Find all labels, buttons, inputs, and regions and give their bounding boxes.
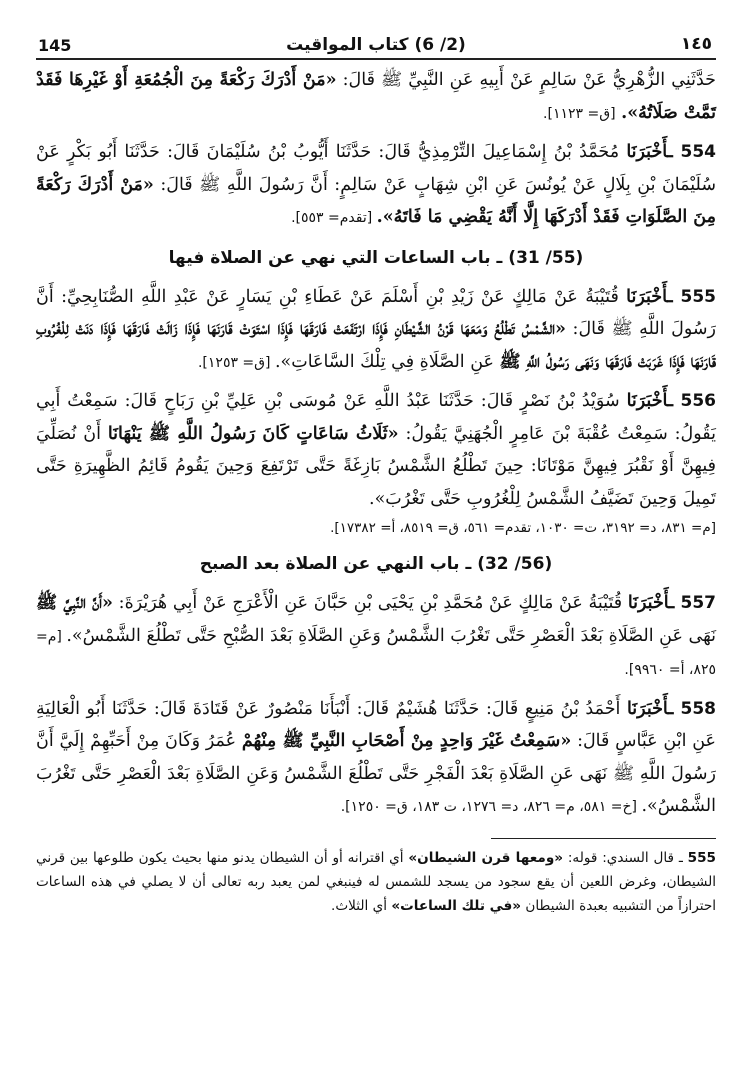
hadith-lead: أَخْبَرَنَا (626, 698, 669, 719)
hadith-556: 556 ـأَخْبَرَنَا سُوَيْدُ بْنُ نَصْرٍ قَالَ: حَدَّثَنَا عَبْدُ اللَّهِ عَنْ مُوسَى بْنِ عَلِيِّ بْنِ رَبَاحٍ قَالَ: سَمِعْتُ أَبِي يَقُولُ: سَمِعْتُ عُقْبَةَ بْنَ عَامِرٍ الْجُهَنِيَّ يَقُولُ: «ثَلَاثُ سَاعَاتٍ كَانَ رَسُولُ اللَّهِ ﷺ يَنْهَانَا أَنْ نُصَلِّيَ فِيهِنَّ أَوْ نَقْبُرَ فِيهِنَّ مَوْتَانَا: حِينَ تَطْلُعُ الشَّمْسُ بَازِغَةً حَتَّى تَرْتَفِعَ وَحِينَ يَقُومُ قَائِمُ الظَّهِيرَةِ حَتَّى تَمِيلَ وَحِينَ تَضَيَّفُ الشَّمْسُ لِلْغُرُوبِ حَتَّى تَغْرُبَ». (36, 391, 716, 509)
page-header (36, 28, 716, 60)
hadith-text-cont: عَنِ الصَّلَاةِ فِي تِلْكَ السَّاعَاتِ». (274, 351, 500, 372)
hadith-text: مُحَمَّدُ بْنُ إِسْمَاعِيلَ التِّرْمِذِيُّ قَالَ: حَدَّثَنَا أَيُّوبُ بْنُ سُلَيْمَانَ قَالَ: حَدَّثَنَا أَبُو بَكْرٍ عَنْ سُلَيْمَانَ بْنِ بِلَالٍ عَنْ يُونُسَ عَنِ ابْنِ شِهَابٍ عَنْ سَالِمٍ: أَنَّ رَسُولَ اللَّهِ ﷺ قَالَ: (36, 142, 716, 195)
hadith-text: قُتَيْبَةُ عَنْ مَالِكٍ عَنْ مُحَمَّدِ بْنِ يَحْيَى بْنِ حَبَّانَ عَنِ الْأَعْرَجِ عَنْ أَبِي هُرَيْرَةَ: (112, 593, 628, 613)
hadith-lead: أَخْبَرَنَا (626, 391, 668, 411)
hadith-text: سُوَيْدُ بْنُ نَصْرٍ قَالَ: حَدَّثَنَا عَبْدُ اللَّهِ عَنْ مُوسَى بْنِ عَلِيِّ بْنِ رَبَاحٍ قَالَ: سَمِعْتُ أَبِي يَقُولُ: سَمِعْتُ عُقْبَةَ بْنَ عَامِرٍ الْجُهَنِيَّ يَقُولُ: (36, 391, 716, 444)
book-page (36, 28, 716, 918)
hadith-quote: «مَنْ أَدْرَكَ رَكْعَةً مِنَ الصَّلَوَاتِ فَقَدْ أَدْرَكَهَا إِلَّا أَنَّهُ يَقْضِي مَا فَاتَهُ». (36, 174, 716, 227)
hadith-557: 557 ـأَخْبَرَنَا قُتَيْبَةُ عَنْ مَالِكٍ عَنْ مُحَمَّدِ بْنِ يَحْيَى بْنِ حَبَّانَ عَنِ الْأَعْرَجِ عَنْ أَبِي هُرَيْرَةَ: «أَنَّ النَّبِيَّ ﷺ نَهَى عَنِ الصَّلَاةِ بَعْدَ الْعَصْرِ حَتَّى تَغْرُبَ الشَّمْسُ وَعَنِ الصَّلَاةِ بَعْدَ الصُّبْحِ حَتَّى تَطْلُعَ الشَّمْسُ». [م= ٨٢٥، أ= ٩٩٦٠]. (36, 593, 717, 678)
footnote-rule (491, 838, 716, 839)
footnote-bold-2: «في تلك الساعات» (391, 897, 522, 914)
footnote-number: 555 (687, 849, 717, 866)
hadith-text-cont: أَنْ نُصَلِّيَ فِيهِنَّ أَوْ نَقْبُرَ فِيهِنَّ مَوْتَانَا: حِينَ تَطْلُعُ الشَّمْسُ بَازِغَةً حَتَّى تَرْتَفِعَ وَحِينَ يَقُومُ قَائِمُ الظَّهِيرَةِ حَتَّى تَمِيلَ وَحِينَ تَضَيَّفُ الشَّمْسُ لِلْغُرُوبِ حَتَّى تَغْرُبَ». (36, 423, 716, 509)
hadith-lead: أَخْبَرَنَا (626, 286, 668, 307)
hadith-lead: أَخْبَرَنَا (626, 142, 668, 162)
hadith-number: 556 (680, 391, 716, 411)
footnote-separator (36, 824, 716, 846)
section-title-56: (56/ 32) ـ باب النهي عن الصلاة بعد الصبح (199, 554, 553, 574)
hadith-number: 557 (680, 593, 716, 613)
hadith-554: 554 ـأَخْبَرَنَا مُحَمَّدُ بْنُ إِسْمَاعِيلَ التِّرْمِذِيُّ قَالَ: حَدَّثَنَا أَيُّوبُ بْنُ سُلَيْمَانَ قَالَ: حَدَّثَنَا أَبُو بَكْرٍ عَنْ سُلَيْمَانَ بْنِ بِلَالٍ عَنْ يُونُسَ عَنِ ابْنِ شِهَابٍ عَنْ سَالِمٍ: أَنَّ رَسُولَ اللَّهِ ﷺ قَالَ: «مَنْ أَدْرَكَ رَكْعَةً مِنَ الصَّلَوَاتِ فَقَدْ أَدْرَكَهَا إِلَّا أَنَّهُ يَقْضِي مَا فَاتَهُ». [تقدم= ٥٥٣]. (36, 142, 716, 227)
page-number-latin: 145 (38, 36, 72, 55)
hadith-number: 554 (680, 142, 716, 162)
hadith-ref: [تقدم= ٥٥٣]. (291, 210, 377, 226)
hadith-lead: أَخْبَرَنَا (627, 593, 670, 613)
hadith-quote: «سَمِعْتُ غَيْرَ وَاحِدٍ مِنْ أَصْحَابِ النَّبِيِّ ﷺ مِنْهُمْ (241, 731, 572, 751)
hadith-ref: [ق= ١٢٥٣]. (197, 354, 275, 371)
hadith-quote: «أَنَّ النَّبِيَّ ﷺ (36, 593, 113, 613)
footnote-bold-1: «ومعها قرن الشيطان» (408, 849, 564, 866)
continuation-text: حَدَّثَنِي الزُّهْرِيُّ عَنْ سَالِمٍ عَنْ أَبِيهِ عَنِ النَّبِيِّ ﷺ قَالَ: (336, 70, 716, 90)
continuation-paragraph (36, 64, 716, 130)
hadith-556-ref: [م= ٨٣١، د= ٣١٩٢، ت= ١٠٣٠، تقدم= ٥٦١، ق= ٨٥١٩، أ= ١٧٣٨٢]. (330, 520, 716, 536)
footnote-prefix: ـ قال السندي: قوله: (563, 849, 688, 866)
section-title-55: (55/ 31) ـ باب الساعات التي نهي عن الصلاة فيها (168, 247, 584, 268)
hadith-555: 555 ـأَخْبَرَنَا قُتَيْبَةُ عَنْ مَالِكٍ عَنْ زَيْدِ بْنِ أَسْلَمَ عَنْ عَطَاءِ بْنِ يَسَارٍ عَنْ عَبْدِ اللَّهِ الصُّنَابِحِيِّ: أَنَّ رَسُولَ اللَّهِ ﷺ قَالَ: «الشَّمْسُ تَطْلُعُ وَمَعَهَا قَرْنُ الشَّيْطَانِ فَإِذَا ارْتَفَعَتْ فَارَقَهَا فَإِذَا اسْتَوَتْ قَارَنَهَا فَإِذَا زَالَتْ فَارَقَهَا فَإِذَا دَنَتْ لِلْغُرُوبِ قَارَنَهَا فَإِذَا غَرَبَتْ فَارَقَهَا وَنَهَى رَسُولُ اللَّهِ ﷺ عَنِ الصَّلَاةِ فِي تِلْكَ السَّاعَاتِ». [ق= ١٢٥٣]. (36, 286, 716, 372)
chapter-title: (2/ 6) كتاب المواقيت (286, 35, 466, 55)
hadith-ref: [خ= ٥٨١، م= ٨٢٦، د= ١٢٧٦، ت ١٨٣، ق= ١٢٥٠]. (340, 799, 642, 815)
hadith-number: 558 (680, 698, 716, 719)
hadith-text: أَحْمَدُ بْنُ مَنِيعٍ قَالَ: حَدَّثَنَا هُشَيْمٌ قَالَ: أَنْبَأَنَا مَنْصُورٌ عَنْ قَتَادَةَ قَالَ: حَدَّثَنَا أَبُو الْعَالِيَةِ عَنِ ابْنِ عَبَّاسٍ قَالَ: (36, 698, 717, 751)
page-number-arabic: ١٤٥ (680, 34, 712, 54)
hadith-text-cont: عُمَرُ وَكَانَ مِنْ أَحَبِّهِمْ إِلَيَّ أَنَّ رَسُولَ اللَّهِ ﷺ نَهَى عَنِ الصَّلَاةِ بَعْدَ الْفَجْرِ حَتَّى تَطْلُعَ الشَّمْسُ وَعَنِ الصَّلَاةِ بَعْدَ الْعَصْرِ حَتَّى تَغْرُبَ الشَّمْسُ». (36, 731, 716, 816)
continuation-quote: «مَنْ أَدْرَكَ رَكْعَةً مِنَ الْجُمُعَةِ أَوْ غَيْرِهَا فَقَدْ تَمَّتْ صَلَاتُهُ». (36, 70, 716, 123)
footnote-text-1: أي اقترانه أو أن الشيطان يدنو منها بحيث يكون طلوعها بين قرني الشيطان، وغرض اللعين أن يقع سجود من يسجد للشمس له فينبغي لمن يعبد ربه تعالى أن لا يصلي في هذه الساعات احترازاً من التشبيه بعبدة الشيطان (36, 849, 716, 914)
hadith-text: قُتَيْبَةُ عَنْ مَالِكٍ عَنْ زَيْدِ بْنِ أَسْلَمَ عَنْ عَطَاءِ بْنِ يَسَارٍ عَنْ عَبْدِ اللَّهِ الصُّنَابِحِيِّ: أَنَّ رَسُولَ اللَّهِ ﷺ قَالَ: (36, 286, 716, 339)
continuation-ref: [ق= ١١٢٣]. (543, 105, 616, 122)
hadith-number: 555 (680, 286, 716, 307)
footnote-text-2: أي الثلاث. (331, 897, 392, 914)
footnote-555 (36, 846, 716, 918)
hadith-quote: «ثَلَاثُ سَاعَاتٍ كَانَ رَسُولُ اللَّهِ ﷺ يَنْهَانَا (107, 423, 399, 444)
hadith-558: 558 ـأَخْبَرَنَا أَحْمَدُ بْنُ مَنِيعٍ قَالَ: حَدَّثَنَا هُشَيْمٌ قَالَ: أَنْبَأَنَا مَنْصُورٌ عَنْ قَتَادَةَ قَالَ: حَدَّثَنَا أَبُو الْعَالِيَةِ عَنِ ابْنِ عَبَّاسٍ قَالَ: «سَمِعْتُ غَيْرَ وَاحِدٍ مِنْ أَصْحَابِ النَّبِيِّ ﷺ مِنْهُمْ عُمَرُ وَكَانَ مِنْ أَحَبِّهِمْ إِلَيَّ أَنَّ رَسُولَ اللَّهِ ﷺ نَهَى عَنِ الصَّلَاةِ بَعْدَ الْفَجْرِ حَتَّى تَطْلُعَ الشَّمْسُ وَعَنِ الصَّلَاةِ بَعْدَ الْعَصْرِ حَتَّى تَغْرُبَ الشَّمْسُ». [خ= ٥٨١، م= ٨٢٦، د= ١٢٧٦، ت ١٨٣، ق= ١٢٥٠]. (36, 698, 717, 816)
hadith-ref: [م= ٨٢٥، أ= ٩٩٦٠]. (36, 628, 716, 678)
hadith-text-cont: نَهَى عَنِ الصَّلَاةِ بَعْدَ الْعَصْرِ حَتَّى تَغْرُبَ الشَّمْسُ وَعَنِ الصَّلَاةِ بَعْدَ الصُّبْحِ حَتَّى تَطْلُعَ الشَّمْسُ». (66, 625, 717, 646)
hadith-quote: «الشَّمْسُ تَطْلُعُ وَمَعَهَا قَرْنُ الشَّيْطَانِ فَإِذَا ارْتَفَعَتْ فَارَقَهَا فَإِذَا اسْتَوَتْ قَارَنَهَا فَإِذَا زَالَتْ فَارَقَهَا فَإِذَا دَنَتْ لِلْغُرُوبِ قَارَنَهَا فَإِذَا غَرَبَتْ فَارَقَهَا وَنَهَى رَسُولُ اللَّهِ ﷺ (36, 319, 716, 372)
